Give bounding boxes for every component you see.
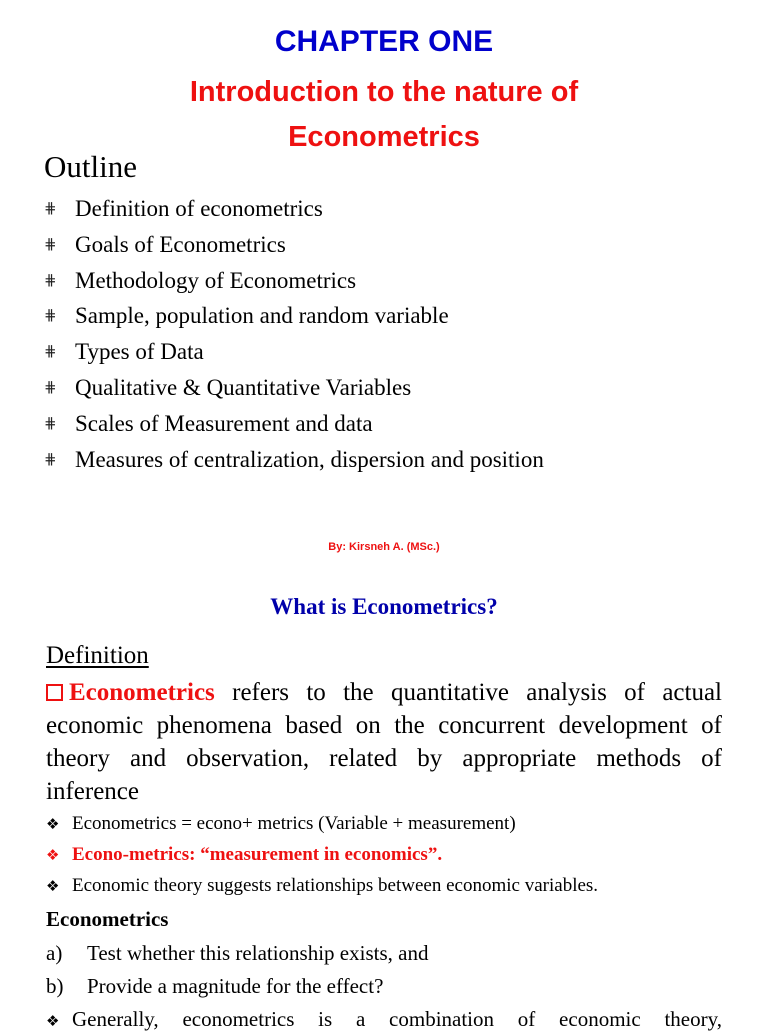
- chapter-title: CHAPTER ONE: [274, 25, 494, 58]
- hash-bullet-icon: ⋕: [44, 199, 57, 217]
- outline-list: [44, 191, 544, 477]
- bullet-text: Economic theory suggests relationships between economic variables.: [72, 875, 599, 896]
- list-item: [44, 370, 544, 406]
- diamond-bullet-icon: ❖: [46, 1012, 60, 1030]
- list-item: [46, 810, 516, 838]
- list-item: [44, 227, 544, 263]
- hash-bullet-icon: ⋕: [44, 342, 57, 361]
- definition-paragraph: [46, 676, 722, 808]
- bullet-text: Econo-metrics: “measurement in economics”.: [72, 844, 443, 865]
- diamond-bullet-icon: ❖: [46, 846, 60, 864]
- bullet-text: Generally, econometrics is a combination of economic theory,: [72, 1007, 722, 1031]
- hash-bullet-icon: ⋕: [44, 449, 57, 468]
- step-marker: b): [46, 974, 64, 998]
- author-byline: By: Kirsneh A. (MSc.): [328, 541, 440, 553]
- list-item: [44, 191, 544, 227]
- subtitle-line-1: Introduction to the nature of: [189, 76, 579, 108]
- list-item: [44, 334, 544, 370]
- outline-item-text: Scales of Measurement and data: [75, 410, 373, 436]
- list-item: [46, 1005, 722, 1035]
- outline-title: Outline: [44, 149, 137, 184]
- outline-item-text: Measures of centralization, dispersion and position: [75, 446, 544, 472]
- step-text: Test whether this relationship exists, and: [87, 941, 429, 965]
- outline-item-text: Sample, population and random variable: [75, 303, 449, 329]
- econometrics-label: Econometrics: [46, 907, 169, 931]
- list-item: [44, 442, 544, 478]
- outline-item-text: Definition of econometrics: [75, 196, 323, 221]
- step-marker: a): [46, 941, 63, 965]
- list-item: [44, 298, 544, 334]
- outline-item-text: Qualitative & Quantitative Variables: [75, 374, 412, 400]
- bullet-text: Econometrics = econo+ metrics (Variable + measurement): [72, 813, 516, 834]
- list-item: [46, 841, 442, 869]
- hash-bullet-icon: ⋕: [44, 413, 57, 432]
- outline-item-text: Goals of Econometrics: [75, 231, 286, 257]
- list-item: [46, 972, 383, 1000]
- definition-term: Econometrics: [69, 679, 215, 706]
- outline-item-text: Methodology of Econometrics: [75, 267, 357, 293]
- section-question: What is Econometrics?: [270, 594, 498, 619]
- subtitle-line-2: Econometrics: [288, 121, 480, 153]
- square-bullet-icon: [46, 684, 63, 701]
- outline-item-text: Types of Data: [75, 339, 204, 365]
- hash-bullet-icon: ⋕: [44, 270, 57, 289]
- definition-text: refers to the quantitative analysis of actual economic phenomena based on the concurrent development of theory and observation, related by appropriate methods of inference: [46, 679, 722, 805]
- definition-heading: Definition: [46, 642, 149, 669]
- list-item: [46, 872, 598, 900]
- list-item: [46, 939, 428, 967]
- list-item: [44, 406, 544, 442]
- list-item: [44, 263, 544, 299]
- diamond-bullet-icon: ❖: [46, 877, 60, 895]
- hash-bullet-icon: ⋕: [44, 234, 57, 253]
- step-text: Provide a magnitude for the effect?: [87, 974, 384, 998]
- hash-bullet-icon: ⋕: [44, 306, 57, 325]
- diamond-bullet-icon: ❖: [46, 815, 60, 833]
- hash-bullet-icon: ⋕: [44, 377, 57, 396]
